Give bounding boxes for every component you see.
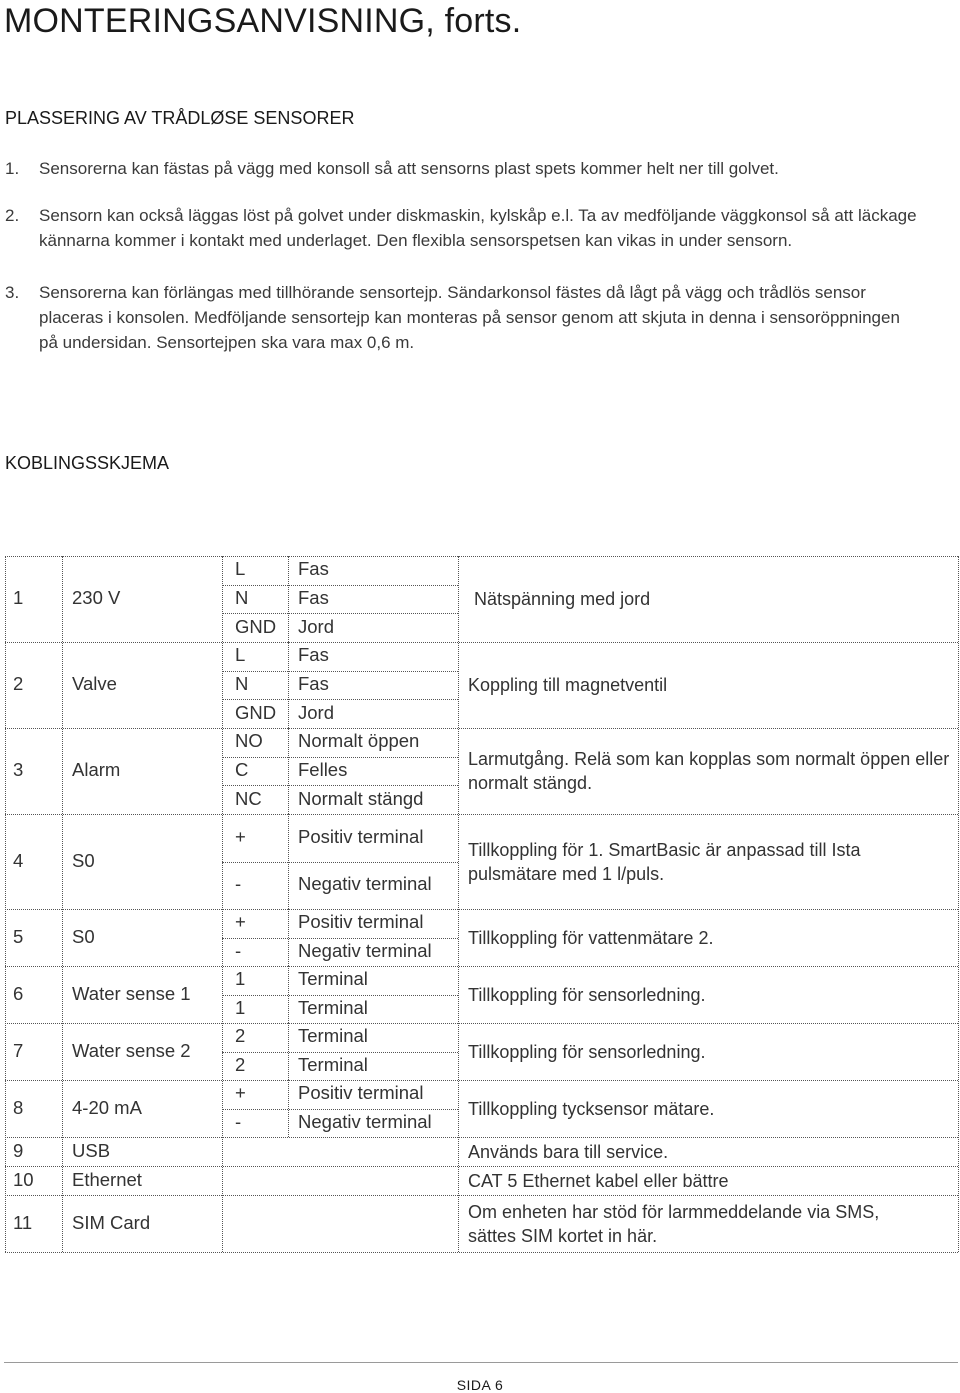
pin-function: Normalt stängd bbox=[298, 787, 424, 809]
pin-label: L bbox=[235, 644, 246, 666]
instruction-text-line: Sensorerna kan fästas på vägg med konsoll så att sensorns plast spets kommer helt ner till golvet. bbox=[39, 159, 779, 178]
pin-label: 2 bbox=[235, 1053, 246, 1075]
connector-description: Larmutgång. Relä som kan kopplas som normalt öppen eller bbox=[468, 749, 950, 769]
table-gridline bbox=[222, 862, 458, 863]
table-gridline bbox=[222, 995, 458, 996]
connector-description: Koppling till magnetventil bbox=[468, 675, 668, 695]
table-gridline bbox=[5, 1195, 958, 1196]
connector-name: SIM Card bbox=[72, 1211, 151, 1233]
table-gridline bbox=[5, 966, 958, 967]
table-gridline bbox=[222, 699, 458, 700]
table-gridline bbox=[5, 728, 958, 729]
pin-function: Terminal bbox=[298, 996, 368, 1018]
table-gridline bbox=[222, 613, 458, 614]
connector-description: Tillkoppling för sensorledning. bbox=[468, 1041, 706, 1062]
instruction-text-line: Sensorerna kan förlängas med tillhörande sensortejp. Sändarkonsol fästes då lågt på vägg och trådlös sensor bbox=[39, 283, 866, 302]
connector-description: CAT 5 Ethernet kabel eller bättre bbox=[468, 1170, 729, 1191]
table-gridline bbox=[5, 1137, 958, 1138]
pin-label: - bbox=[235, 873, 242, 895]
table-gridline bbox=[222, 1052, 458, 1053]
table-gridline bbox=[222, 556, 223, 1252]
pin-function: Positiv terminal bbox=[298, 825, 424, 847]
pin-function: Jord bbox=[298, 615, 334, 637]
section-heading-wiring: KOBLINGSSKJEMA bbox=[5, 453, 170, 473]
pin-function: Fas bbox=[298, 586, 329, 608]
instruction-text-line: Sensorn kan också läggas löst på golvet under diskmaskin, kylskåp e.l. Ta av medföljande väggkonsol så att läckage bbox=[39, 206, 917, 225]
table-gridline bbox=[5, 1023, 958, 1024]
section-heading-sensor-placement: PLASSERING AV TRÅDLØSE SENSORER bbox=[5, 108, 355, 128]
pin-label: GND bbox=[235, 615, 277, 637]
pin-function: Terminal bbox=[298, 1053, 368, 1075]
instruction-number: 3. bbox=[5, 283, 20, 302]
table-gridline bbox=[5, 1252, 958, 1253]
pin-label: C bbox=[235, 758, 249, 780]
pin-label: N bbox=[235, 586, 249, 608]
connector-description: Nätspänning med jord bbox=[474, 589, 651, 609]
connector-name: Alarm bbox=[72, 759, 121, 780]
instruction-text-line: placeras i konsolen. Medföljande sensortejp kan monteras på sensor genom att skjuta in denna i sensoröppningen bbox=[39, 308, 900, 327]
page-number: SIDA 6 bbox=[456, 1377, 504, 1393]
connector-name: Water sense 1 bbox=[72, 982, 191, 1004]
connector-name: S0 bbox=[72, 849, 95, 871]
pin-label: NO bbox=[235, 730, 263, 752]
pin-label: NC bbox=[235, 787, 262, 809]
pin-function: Negativ terminal bbox=[298, 1110, 432, 1132]
table-gridline bbox=[288, 556, 289, 642]
pin-label: GND bbox=[235, 701, 277, 723]
pin-function: Fas bbox=[298, 558, 329, 580]
instruction-number: 2. bbox=[5, 206, 20, 225]
pin-label: + bbox=[235, 1082, 246, 1104]
pin-label: N bbox=[235, 672, 249, 694]
table-gridline bbox=[5, 1080, 958, 1081]
table-gridline bbox=[5, 814, 958, 815]
pin-function: Terminal bbox=[298, 1025, 368, 1047]
connector-description: Tillkoppling tycksensor mätare. bbox=[468, 1098, 715, 1119]
instruction-text-line: på undersidan. Sensortejpen ska vara max 0,6 m. bbox=[39, 333, 415, 352]
pin-function: Positiv terminal bbox=[298, 911, 424, 933]
pin-label: 1 bbox=[235, 996, 246, 1018]
connector-number: 6 bbox=[13, 982, 24, 1004]
connector-description: Tillkoppling för sensorledning. bbox=[468, 984, 706, 1005]
pin-label: + bbox=[235, 911, 246, 933]
connector-description: Tillkoppling för vattenmätare 2. bbox=[468, 927, 714, 948]
pin-function: Fas bbox=[298, 644, 329, 666]
pin-label: L bbox=[235, 558, 246, 580]
connector-name: Ethernet bbox=[72, 1168, 142, 1190]
pin-function: Terminal bbox=[298, 968, 368, 990]
connector-number: 4 bbox=[13, 849, 24, 871]
pin-function: Jord bbox=[298, 701, 334, 723]
connector-description: normalt stängd. bbox=[468, 773, 593, 793]
table-gridline bbox=[222, 938, 458, 939]
footer-divider bbox=[4, 1362, 958, 1363]
pin-function: Negativ terminal bbox=[298, 939, 432, 961]
pin-label: 2 bbox=[235, 1025, 246, 1047]
table-gridline bbox=[222, 1109, 458, 1110]
table-gridline bbox=[222, 671, 458, 672]
connector-name: 4-20 mA bbox=[72, 1096, 142, 1118]
connector-description: pulsmätare med 1 l/puls. bbox=[468, 863, 665, 884]
table-gridline bbox=[458, 556, 459, 1252]
connector-description: Tillkoppling för 1. SmartBasic är anpassad till Ista bbox=[468, 839, 861, 860]
pin-label: 1 bbox=[235, 968, 246, 990]
table-gridline bbox=[222, 785, 458, 786]
connector-number: 5 bbox=[13, 925, 24, 947]
table-gridline bbox=[222, 757, 458, 758]
connector-number: 1 bbox=[13, 587, 24, 608]
table-gridline bbox=[288, 642, 289, 728]
pin-label: + bbox=[235, 825, 246, 847]
table-gridline bbox=[5, 556, 6, 1252]
table-gridline bbox=[5, 909, 958, 910]
pin-function: Fas bbox=[298, 672, 329, 694]
connector-name: USB bbox=[72, 1139, 111, 1161]
table-gridline bbox=[5, 1166, 958, 1167]
pin-label: - bbox=[235, 939, 242, 961]
pin-function: Felles bbox=[298, 758, 348, 780]
instruction-number: 1. bbox=[5, 159, 20, 178]
connector-number: 3 bbox=[13, 759, 24, 780]
connector-number: 8 bbox=[13, 1096, 24, 1118]
pin-function: Normalt öppen bbox=[298, 730, 420, 752]
connector-description: sättes SIM kortet in här. bbox=[468, 1225, 658, 1246]
connector-name: Valve bbox=[72, 673, 117, 694]
connector-number: 10 bbox=[13, 1168, 34, 1190]
connector-description: Används bara till service. bbox=[468, 1141, 669, 1162]
pin-function: Negativ terminal bbox=[298, 873, 432, 895]
table-gridline bbox=[62, 556, 63, 1252]
connector-number: 2 bbox=[13, 673, 24, 694]
connector-name: Water sense 2 bbox=[72, 1039, 191, 1061]
table-gridline bbox=[288, 728, 289, 814]
connector-number: 9 bbox=[13, 1139, 24, 1161]
connector-number: 11 bbox=[13, 1211, 33, 1233]
connector-number: 7 bbox=[13, 1039, 24, 1061]
table-gridline bbox=[5, 642, 958, 643]
pin-function: Positiv terminal bbox=[298, 1082, 424, 1104]
table-gridline bbox=[222, 585, 458, 586]
connector-name: S0 bbox=[72, 925, 95, 947]
pin-label: - bbox=[235, 1110, 242, 1132]
connector-name: 230 V bbox=[72, 587, 121, 608]
instruction-text-line: kännarna kommer i kontakt med underlaget. Den flexibla sensorspetsen kan vikas in under sensorn. bbox=[39, 231, 793, 250]
table-gridline bbox=[5, 556, 958, 557]
connector-description: Om enheten har stöd för larmmeddelande via SMS, bbox=[468, 1201, 880, 1222]
table-gridline bbox=[958, 556, 959, 1252]
page-title: MONTERINGSANVISNING, forts. bbox=[4, 2, 522, 40]
